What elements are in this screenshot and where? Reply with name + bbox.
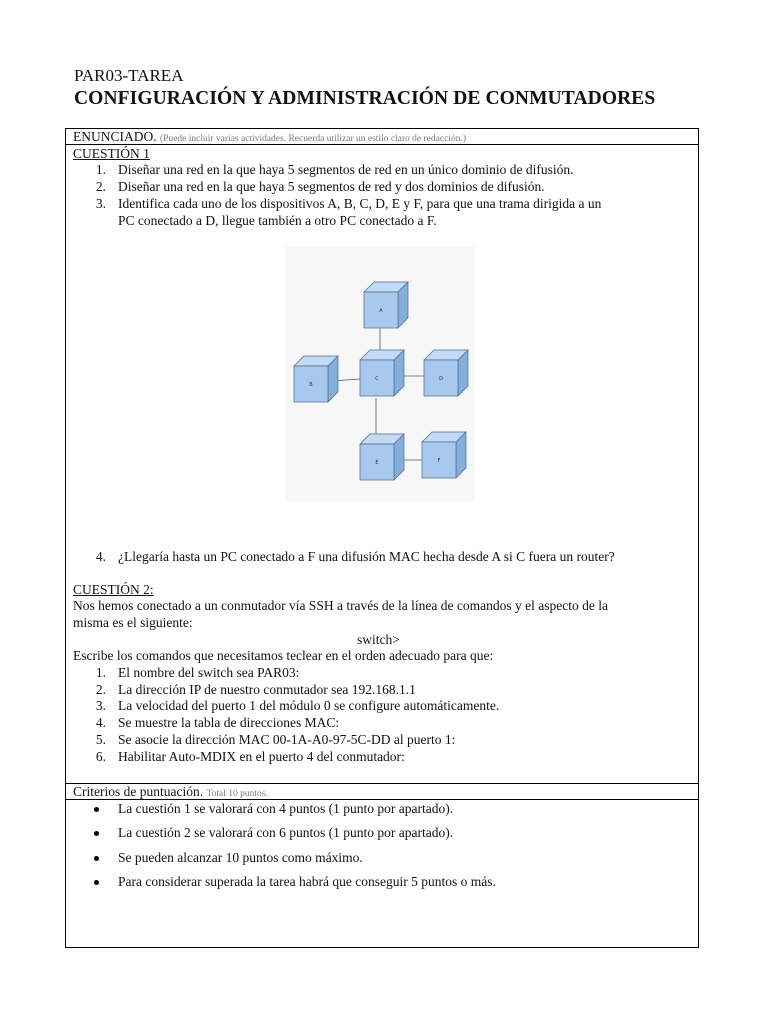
q2-item-number: 6. [95,749,106,764]
enunciado-label: ENUNCIADO. [73,129,157,144]
node-label: D [439,376,443,382]
criterio-4: Para considerar superada la tarea habrá que conseguir 5 puntos o más. [118,874,496,889]
criterio-2: La cuestión 2 se valorará con 6 puntos (1 punto por apartado). [118,825,454,840]
network-node-d [424,350,468,396]
q1-item-3-line1: Identifica cada uno de los dispositivos A, B, C, D, E y F, para que una trama dirigida a un [118,196,602,211]
criterios-label: Criterios de puntuación. [73,784,204,799]
criterios-note: Total 10 puntos. [206,789,268,799]
node-label: E [375,460,379,466]
q1-item-3-line2: PC conectado a D, llegue también a otro PC conectado a F. [118,213,437,228]
page-title: CONFIGURACIÓN Y ADMINISTRACIÓN DE CONMUTADORES [74,88,656,109]
q2-item-4: Se muestre la tabla de direcciones MAC: [118,715,340,730]
bullet-icon [94,807,99,812]
node-label: B [309,382,313,388]
switch-prompt: switch> [357,632,400,647]
task-code: PAR03-TAREA [74,66,184,85]
q1-item-4: ¿Llegaría hasta un PC conectado a F una difusión MAC hecha desde A si C fuera un router? [118,549,615,564]
bullet-icon [94,831,99,836]
q2-item-number: 2. [95,682,106,697]
q2-item-number: 4. [95,715,106,730]
criterios-header [65,783,699,800]
q1-item-number: 2. [95,179,106,194]
q1-item-1: Diseñar una red en la que haya 5 segmentos de red en un único dominio de difusión. [118,162,574,177]
enunciado-note: (Puede incluir varias actividades. Recuerda utilizar un estilo claro de redacción.) [160,134,466,144]
criterio-1: La cuestión 1 se valorará con 4 puntos (1 punto por apartado). [118,801,454,816]
network-diagram [286,246,474,502]
q1-item-number: 1. [95,162,106,177]
node-label: A [379,308,383,314]
q2-intro-line1: Nos hemos conectado a un conmutador vía SSH a través de la línea de comandos y el aspecto de la [73,598,608,613]
node-label: F [437,458,441,464]
q2-item-6: Habilitar Auto-MDIX en el puerto 4 del conmutador: [118,749,405,764]
q2-item-3: La velocidad del puerto 1 del módulo 0 se configure automáticamente. [118,698,500,713]
network-node-e [360,434,404,480]
q1-item-number: 4. [95,549,106,564]
network-node-a [364,282,408,328]
q2-item-2: La dirección IP de nuestro conmutador sea 192.168.1.1 [118,682,416,697]
q2-lead: Escribe los comandos que necesitamos teclear en el orden adecuado para que: [73,648,494,663]
network-node-b [294,356,338,402]
q2-item-number: 5. [95,732,106,747]
bullet-icon [94,880,99,885]
q2-heading: CUESTIÓN 2: [73,582,154,597]
q2-intro-line2: misma es el siguiente: [73,615,193,630]
node-label: C [375,376,379,382]
q1-heading: CUESTIÓN 1 [73,146,150,161]
q2-item-number: 1. [95,665,106,680]
q1-item-number: 3. [95,196,106,211]
network-node-c [360,350,404,396]
criterio-3: Se pueden alcanzar 10 puntos como máximo. [118,850,363,865]
enunciado-header [65,128,699,145]
q2-item-number: 3. [95,698,106,713]
bullet-icon [94,856,99,861]
q2-item-5: Se asocie la dirección MAC 00-1A-A0-97-5C-DD al puerto 1: [118,732,456,747]
network-node-f [422,432,466,478]
q2-item-1: El nombre del switch sea PAR03: [118,665,300,680]
q1-item-2: Diseñar una red en la que haya 5 segmentos de red y dos dominios de difusión. [118,179,545,194]
